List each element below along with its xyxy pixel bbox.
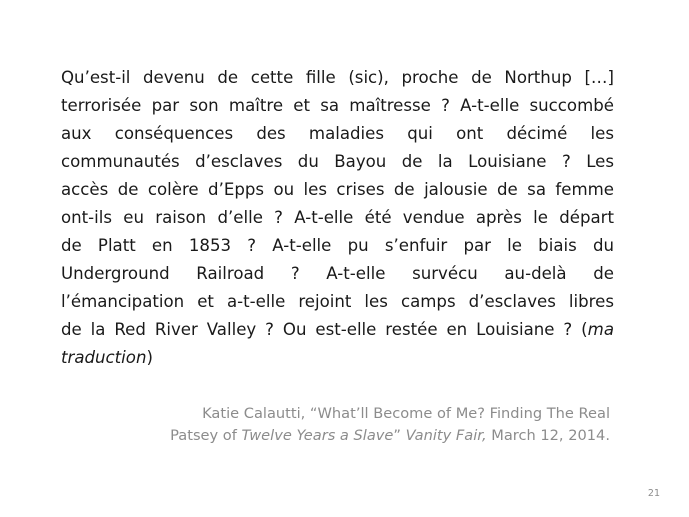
quote-line: de Platt en 1853 ? A-t-elle pu s’enfuir par le biais du	[61, 236, 614, 255]
quote-line: l’émancipation et a-t-elle rejoint les camps d’esclaves libres	[61, 292, 614, 311]
quote-italic-traduction: traduction	[61, 348, 147, 367]
quote-line-11	[61, 344, 614, 372]
quote-line: ont-ils eu raison d’elle ? A-t-elle été vendue après le départ	[61, 208, 614, 227]
citation-line-1: Katie Calautti, “What’ll Become of Me? Finding The Real	[202, 405, 610, 422]
citation-line-2	[120, 425, 610, 447]
citation-date: March 12, 2014.	[486, 427, 610, 444]
quote-block	[61, 64, 614, 372]
quote-line: accès de colère d’Epps ou les crises de jalousie de sa femme	[61, 180, 614, 199]
quote-line: communautés d’esclaves du Bayou de la Louisiane ? Les	[61, 152, 614, 171]
quote-line: Qu’est-il devenu de cette fille (sic), proche de Northup […]	[61, 68, 614, 87]
page-number: 21	[647, 488, 660, 499]
quote-line-10-text: de la Red River Valley ? Ou est-elle restée en Louisiane ? (	[61, 320, 588, 339]
quote-italic-ma: ma	[587, 320, 614, 339]
quote-line: Underground Railroad ? A-t-elle survécu au-delà de	[61, 264, 614, 283]
citation-prefix: Patsey of	[170, 427, 242, 444]
quote-line-10	[61, 316, 614, 344]
citation-magazine: Vanity Fair,	[405, 427, 487, 444]
quote-line: aux conséquences des maladies qui ont décimé les	[61, 124, 614, 143]
citation-film-title: Twelve Years a Slave	[241, 427, 394, 444]
citation	[120, 403, 610, 447]
citation-quote-close: ”	[393, 427, 406, 444]
quote-line: terrorisée par son maître et sa maîtresse ? A-t-elle succombé	[61, 96, 614, 115]
quote-closing-paren: )	[146, 348, 153, 367]
